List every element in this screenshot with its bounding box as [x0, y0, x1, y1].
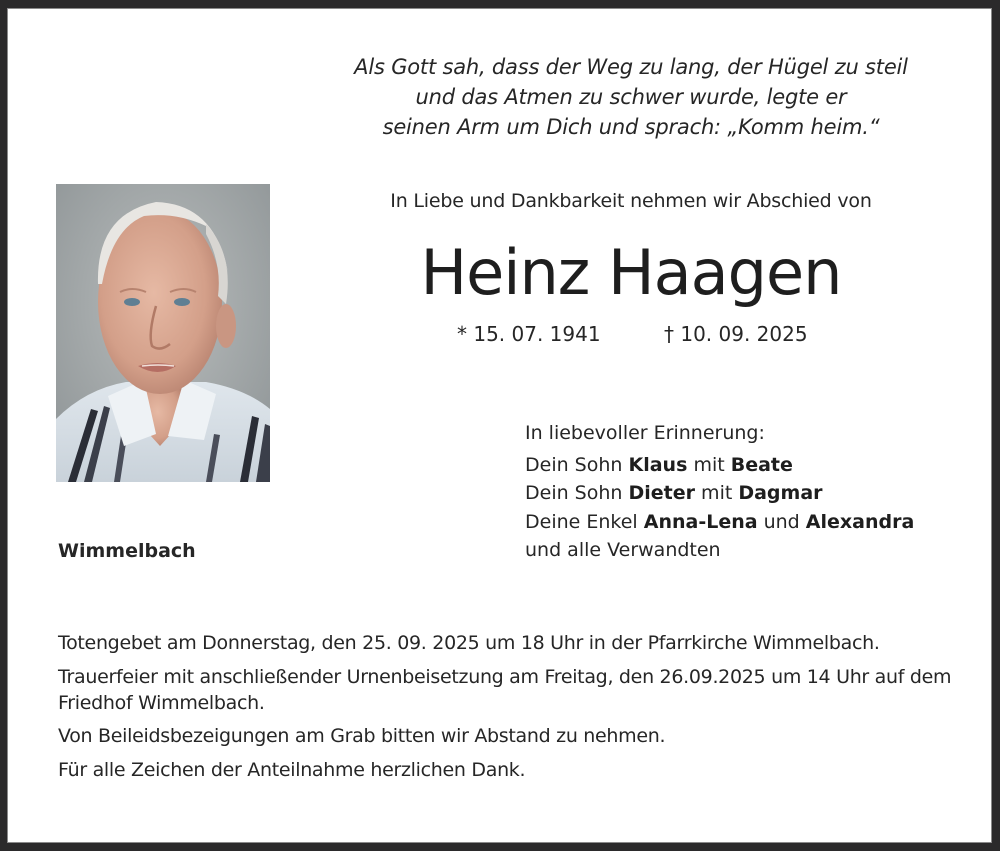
mourner-name: Klaus: [628, 453, 688, 476]
mourner-line: Dein Sohn Dieter mit Dagmar: [525, 482, 823, 504]
family-mourners: [525, 419, 914, 565]
verse-line: seinen Arm um Dich und sprach: „Komm heim.“: [382, 115, 880, 139]
verse-line: Als Gott sah, dass der Weg zu lang, der Hügel zu steil: [354, 55, 908, 79]
obituary-sheet: [7, 8, 992, 843]
mourner-name: Beate: [730, 453, 793, 476]
mourner-name: Alexandra: [805, 510, 915, 533]
death-date: † 10. 09. 2025: [664, 322, 808, 346]
verse-quote: [307, 52, 955, 142]
mourner-name: Anna-Lena: [643, 510, 758, 533]
hometown: Wimmelbach: [58, 540, 196, 562]
mourner-name: Dieter: [628, 482, 696, 504]
mourner-name: Dagmar: [738, 482, 823, 504]
birth-date: * 15. 07. 1941: [457, 322, 601, 346]
notice-thanks: Für alle Zeichen der Anteilnahme herzlichen Dank.: [58, 759, 526, 781]
notice-condolences: Von Beileidsbezeigungen am Grab bitten wir Abstand zu nehmen.: [58, 725, 666, 747]
notice-prayer: Totengebet am Donnerstag, den 25. 09. 2025 um 18 Uhr in der Pfarrkirche Wimmelbach.: [58, 632, 880, 654]
remembrance-heading: In liebevoller Erinnerung:: [525, 422, 765, 444]
mourner-closing: und alle Verwandten: [525, 539, 721, 561]
funeral-notices: [58, 630, 968, 791]
notice-funeral: Trauerfeier mit anschließender Urnenbeisetzung am Freitag, den 26.09.2025 um 14 Uhr auf dem Friedhof Wimmelbach.: [58, 666, 952, 714]
mourner-line: Dein Sohn Klaus mit Beate: [525, 453, 793, 476]
mourner-line: Deine Enkel Anna-Lena und Alexandra: [525, 510, 915, 533]
farewell-intro: In Liebe und Dankbarkeit nehmen wir Abschied von: [390, 190, 872, 212]
deceased-name: Heinz Haagen: [420, 236, 842, 309]
verse-line: und das Atmen zu schwer wurde, legte er: [415, 85, 847, 109]
portrait-photo: [56, 184, 270, 482]
